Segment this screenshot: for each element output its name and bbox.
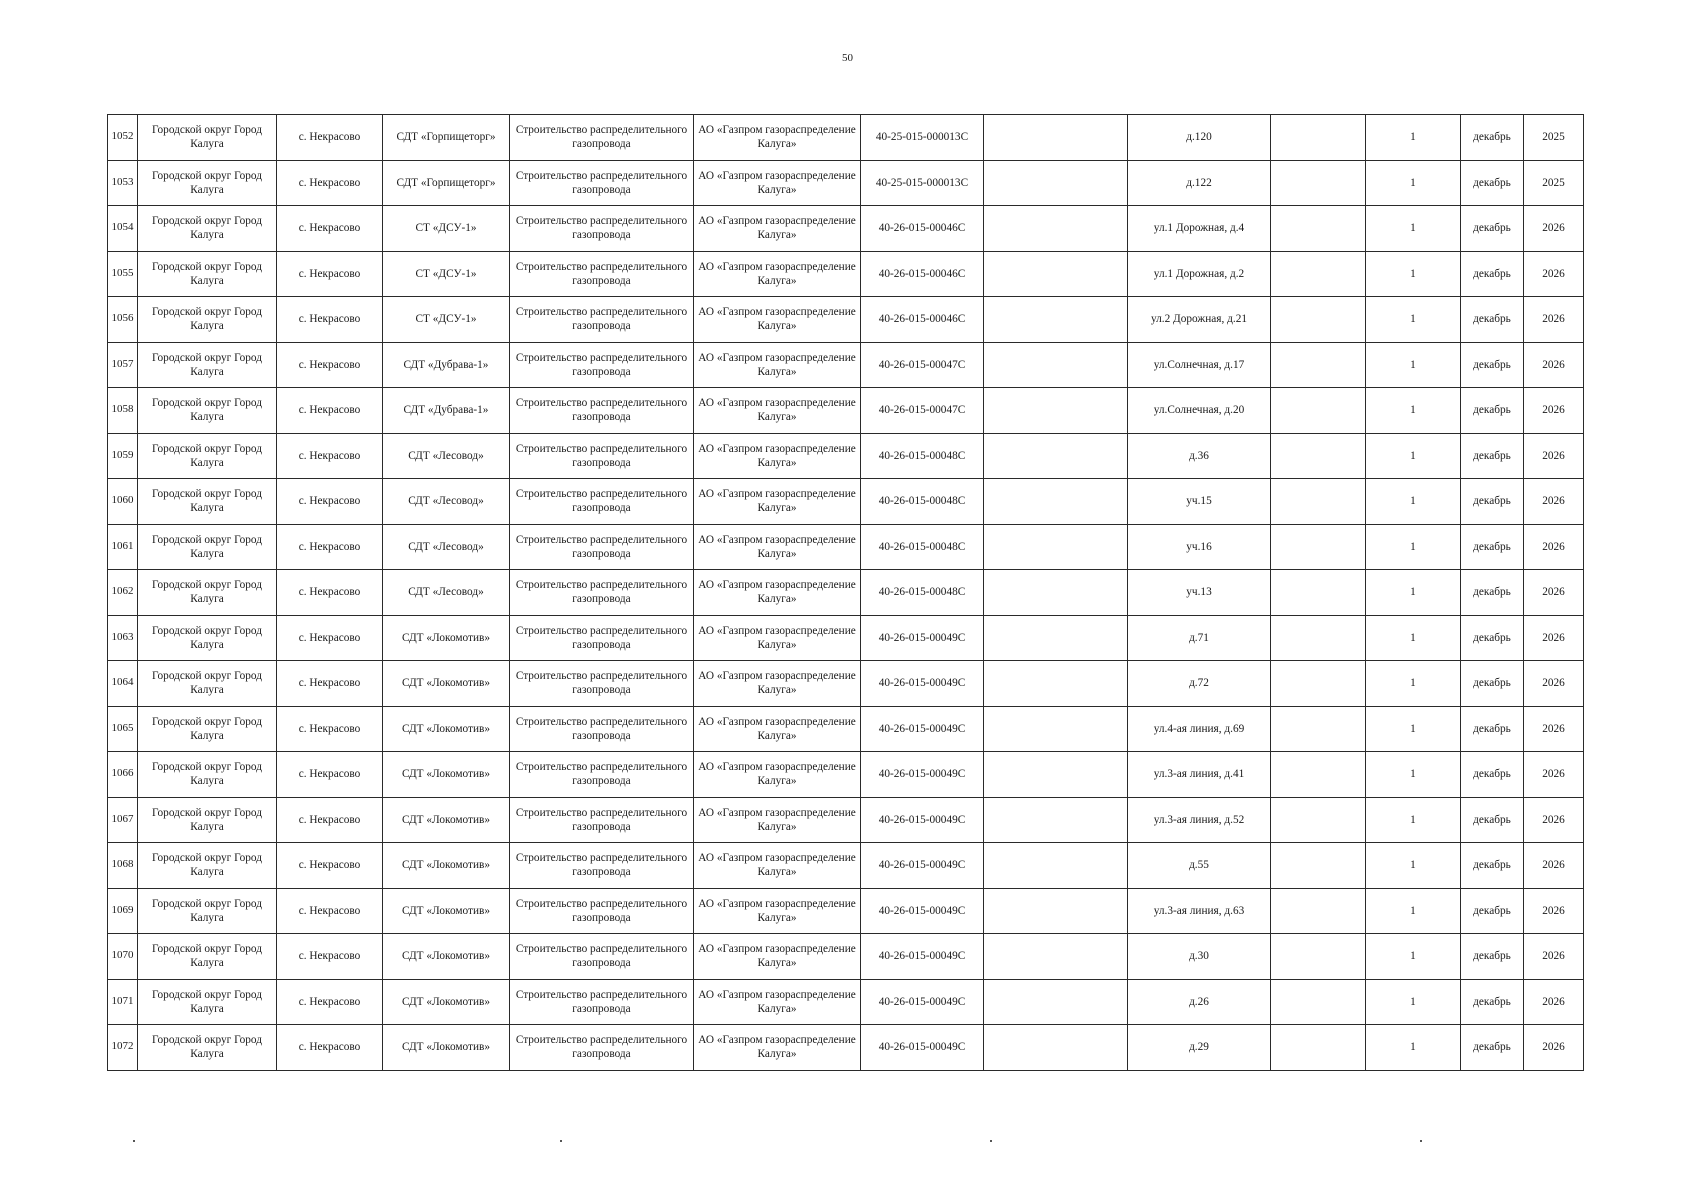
- cell-work-type: Строительство распределительного газопровода: [510, 524, 694, 570]
- cell-empty-col: [984, 479, 1128, 525]
- table-row: [108, 706, 1584, 752]
- cell-program-code: 40-25-015-000013С: [861, 160, 984, 206]
- cell-empty-col-2: [1271, 206, 1366, 252]
- cell-program-code: 40-26-015-00049С: [861, 888, 984, 934]
- cell-row-number: 1053: [108, 160, 138, 206]
- cell-work-type: Строительство распределительного газопровода: [510, 479, 694, 525]
- cell-program-code: 40-26-015-00047С: [861, 342, 984, 388]
- cell-settlement: с. Некрасово: [277, 1025, 383, 1071]
- cell-program-code: 40-26-015-00049С: [861, 1025, 984, 1071]
- cell-municipality: Городской округ Город Калуга: [138, 251, 277, 297]
- cell-empty-col: [984, 206, 1128, 252]
- cell-program-code: 40-26-015-00047С: [861, 388, 984, 434]
- table-body: [108, 115, 1584, 1071]
- cell-year: 2026: [1524, 433, 1584, 479]
- cell-municipality: Городской округ Город Калуга: [138, 297, 277, 343]
- cell-address: уч.16: [1128, 524, 1271, 570]
- cell-month: декабрь: [1461, 115, 1524, 161]
- cell-quantity: 1: [1366, 1025, 1461, 1071]
- cell-work-type: Строительство распределительного газопровода: [510, 115, 694, 161]
- cell-empty-col: [984, 752, 1128, 798]
- cell-work-type: Строительство распределительного газопровода: [510, 342, 694, 388]
- cell-row-number: 1061: [108, 524, 138, 570]
- cell-settlement: с. Некрасово: [277, 752, 383, 798]
- cell-row-number: 1054: [108, 206, 138, 252]
- cell-municipality: Городской округ Город Калуга: [138, 1025, 277, 1071]
- cell-month: декабрь: [1461, 888, 1524, 934]
- cell-year: 2025: [1524, 160, 1584, 206]
- cell-work-type: Строительство распределительного газопровода: [510, 433, 694, 479]
- cell-program-code: 40-26-015-00049С: [861, 843, 984, 889]
- cell-settlement: с. Некрасово: [277, 297, 383, 343]
- cell-program-code: 40-26-015-00048С: [861, 570, 984, 616]
- cell-quantity: 1: [1366, 570, 1461, 616]
- cell-empty-col: [984, 888, 1128, 934]
- cell-work-type: Строительство распределительного газопровода: [510, 251, 694, 297]
- cell-settlement: с. Некрасово: [277, 979, 383, 1025]
- cell-empty-col: [984, 433, 1128, 479]
- cell-empty-col-2: [1271, 1025, 1366, 1071]
- cell-snt-name: СДТ «Локомотив»: [383, 797, 510, 843]
- table-row: [108, 115, 1584, 161]
- cell-work-type: Строительство распределительного газопровода: [510, 206, 694, 252]
- cell-year: 2026: [1524, 797, 1584, 843]
- cell-program-code: 40-26-015-00049С: [861, 979, 984, 1025]
- cell-row-number: 1060: [108, 479, 138, 525]
- cell-empty-col-2: [1271, 661, 1366, 707]
- table-row: [108, 888, 1584, 934]
- cell-organization: АО «Газпром газораспределение Калуга»: [694, 251, 861, 297]
- cell-work-type: Строительство распределительного газопровода: [510, 706, 694, 752]
- cell-month: декабрь: [1461, 524, 1524, 570]
- cell-work-type: Строительство распределительного газопровода: [510, 388, 694, 434]
- cell-empty-col: [984, 615, 1128, 661]
- cell-row-number: 1070: [108, 934, 138, 980]
- cell-work-type: Строительство распределительного газопровода: [510, 615, 694, 661]
- cell-snt-name: СДТ «Лесовод»: [383, 479, 510, 525]
- cell-municipality: Городской округ Город Калуга: [138, 479, 277, 525]
- cell-empty-col-2: [1271, 524, 1366, 570]
- cell-municipality: Городской округ Город Калуга: [138, 706, 277, 752]
- cell-address: ул.1 Дорожная, д.4: [1128, 206, 1271, 252]
- cell-row-number: 1058: [108, 388, 138, 434]
- cell-organization: АО «Газпром газораспределение Калуга»: [694, 706, 861, 752]
- cell-address: д.26: [1128, 979, 1271, 1025]
- cell-empty-col: [984, 706, 1128, 752]
- cell-municipality: Городской округ Город Калуга: [138, 934, 277, 980]
- cell-year: 2026: [1524, 888, 1584, 934]
- cell-snt-name: СДТ «Локомотив»: [383, 752, 510, 798]
- cell-address: д.55: [1128, 843, 1271, 889]
- cell-empty-col-2: [1271, 115, 1366, 161]
- cell-address: ул.Солнечная, д.17: [1128, 342, 1271, 388]
- cell-address: уч.15: [1128, 479, 1271, 525]
- cell-month: декабрь: [1461, 479, 1524, 525]
- cell-empty-col-2: [1271, 570, 1366, 616]
- table-row: [108, 251, 1584, 297]
- cell-quantity: 1: [1366, 479, 1461, 525]
- cell-municipality: Городской округ Город Калуга: [138, 433, 277, 479]
- cell-settlement: с. Некрасово: [277, 843, 383, 889]
- cell-month: декабрь: [1461, 615, 1524, 661]
- cell-snt-name: СДТ «Дубрава-1»: [383, 388, 510, 434]
- cell-year: 2026: [1524, 661, 1584, 707]
- scan-marks: [0, 1140, 1695, 1146]
- cell-work-type: Строительство распределительного газопровода: [510, 297, 694, 343]
- table-row: [108, 206, 1584, 252]
- cell-settlement: с. Некрасово: [277, 797, 383, 843]
- cell-year: 2026: [1524, 979, 1584, 1025]
- cell-settlement: с. Некрасово: [277, 342, 383, 388]
- cell-row-number: 1067: [108, 797, 138, 843]
- cell-month: декабрь: [1461, 433, 1524, 479]
- table-row: [108, 479, 1584, 525]
- cell-organization: АО «Газпром газораспределение Калуга»: [694, 843, 861, 889]
- cell-municipality: Городской округ Город Калуга: [138, 160, 277, 206]
- cell-address: д.120: [1128, 115, 1271, 161]
- cell-empty-col-2: [1271, 160, 1366, 206]
- cell-program-code: 40-26-015-00046С: [861, 206, 984, 252]
- cell-row-number: 1055: [108, 251, 138, 297]
- cell-snt-name: СДТ «Дубрава-1»: [383, 342, 510, 388]
- cell-empty-col: [984, 388, 1128, 434]
- cell-municipality: Городской округ Город Калуга: [138, 206, 277, 252]
- cell-organization: АО «Газпром газораспределение Калуга»: [694, 934, 861, 980]
- cell-quantity: 1: [1366, 888, 1461, 934]
- cell-settlement: с. Некрасово: [277, 706, 383, 752]
- cell-organization: АО «Газпром газораспределение Калуга»: [694, 388, 861, 434]
- cell-address: д.29: [1128, 1025, 1271, 1071]
- cell-program-code: 40-26-015-00048С: [861, 524, 984, 570]
- cell-snt-name: СДТ «Локомотив»: [383, 843, 510, 889]
- cell-organization: АО «Газпром газораспределение Калуга»: [694, 888, 861, 934]
- cell-settlement: с. Некрасово: [277, 570, 383, 616]
- cell-month: декабрь: [1461, 979, 1524, 1025]
- cell-work-type: Строительство распределительного газопровода: [510, 843, 694, 889]
- cell-snt-name: СДТ «Локомотив»: [383, 661, 510, 707]
- table-row: [108, 524, 1584, 570]
- cell-snt-name: СТ «ДСУ-1»: [383, 206, 510, 252]
- cell-municipality: Городской округ Город Калуга: [138, 843, 277, 889]
- cell-snt-name: СДТ «Локомотив»: [383, 888, 510, 934]
- cell-year: 2026: [1524, 752, 1584, 798]
- cell-year: 2026: [1524, 524, 1584, 570]
- cell-snt-name: СДТ «Локомотив»: [383, 979, 510, 1025]
- table-row: [108, 797, 1584, 843]
- cell-address: ул.3-ая линия, д.52: [1128, 797, 1271, 843]
- cell-year: 2026: [1524, 1025, 1584, 1071]
- cell-program-code: 40-26-015-00049С: [861, 661, 984, 707]
- cell-empty-col-2: [1271, 979, 1366, 1025]
- table-row: [108, 661, 1584, 707]
- cell-year: 2026: [1524, 297, 1584, 343]
- cell-empty-col: [984, 979, 1128, 1025]
- cell-row-number: 1052: [108, 115, 138, 161]
- cell-row-number: 1056: [108, 297, 138, 343]
- cell-quantity: 1: [1366, 843, 1461, 889]
- cell-year: 2026: [1524, 206, 1584, 252]
- cell-address: д.72: [1128, 661, 1271, 707]
- cell-organization: АО «Газпром газораспределение Калуга»: [694, 797, 861, 843]
- cell-empty-col-2: [1271, 297, 1366, 343]
- cell-address: ул.3-ая линия, д.41: [1128, 752, 1271, 798]
- cell-settlement: с. Некрасово: [277, 251, 383, 297]
- cell-empty-col: [984, 115, 1128, 161]
- cell-program-code: 40-26-015-00046С: [861, 297, 984, 343]
- cell-empty-col-2: [1271, 797, 1366, 843]
- cell-quantity: 1: [1366, 979, 1461, 1025]
- cell-month: декабрь: [1461, 342, 1524, 388]
- cell-row-number: 1072: [108, 1025, 138, 1071]
- cell-year: 2026: [1524, 479, 1584, 525]
- cell-municipality: Городской округ Город Калуга: [138, 570, 277, 616]
- cell-empty-col: [984, 297, 1128, 343]
- page-number: 50: [842, 52, 853, 64]
- cell-settlement: с. Некрасово: [277, 888, 383, 934]
- cell-municipality: Городской округ Город Калуга: [138, 661, 277, 707]
- cell-organization: АО «Газпром газораспределение Калуга»: [694, 433, 861, 479]
- cell-municipality: Городской округ Город Калуга: [138, 752, 277, 798]
- cell-settlement: с. Некрасово: [277, 479, 383, 525]
- cell-organization: АО «Газпром газораспределение Калуга»: [694, 1025, 861, 1071]
- cell-month: декабрь: [1461, 251, 1524, 297]
- cell-quantity: 1: [1366, 206, 1461, 252]
- cell-program-code: 40-26-015-00049С: [861, 797, 984, 843]
- cell-empty-col: [984, 1025, 1128, 1071]
- cell-month: декабрь: [1461, 752, 1524, 798]
- cell-year: 2026: [1524, 843, 1584, 889]
- cell-year: 2026: [1524, 615, 1584, 661]
- cell-year: 2026: [1524, 388, 1584, 434]
- cell-program-code: 40-26-015-00049С: [861, 706, 984, 752]
- cell-organization: АО «Газпром газораспределение Калуга»: [694, 479, 861, 525]
- cell-address: д.30: [1128, 934, 1271, 980]
- cell-empty-col: [984, 934, 1128, 980]
- cell-month: декабрь: [1461, 160, 1524, 206]
- cell-program-code: 40-26-015-00049С: [861, 752, 984, 798]
- cell-snt-name: СДТ «Лесовод»: [383, 524, 510, 570]
- table-row: [108, 752, 1584, 798]
- cell-work-type: Строительство распределительного газопровода: [510, 934, 694, 980]
- cell-empty-col: [984, 797, 1128, 843]
- cell-work-type: Строительство распределительного газопровода: [510, 570, 694, 616]
- cell-work-type: Строительство распределительного газопровода: [510, 797, 694, 843]
- cell-settlement: с. Некрасово: [277, 160, 383, 206]
- cell-program-code: 40-26-015-00046С: [861, 251, 984, 297]
- cell-empty-col-2: [1271, 752, 1366, 798]
- cell-year: 2026: [1524, 934, 1584, 980]
- cell-year: 2026: [1524, 570, 1584, 616]
- cell-organization: АО «Газпром газораспределение Калуга»: [694, 524, 861, 570]
- cell-municipality: Городской округ Город Калуга: [138, 979, 277, 1025]
- cell-quantity: 1: [1366, 433, 1461, 479]
- cell-quantity: 1: [1366, 661, 1461, 707]
- cell-settlement: с. Некрасово: [277, 388, 383, 434]
- cell-empty-col: [984, 160, 1128, 206]
- cell-empty-col: [984, 843, 1128, 889]
- cell-snt-name: СТ «ДСУ-1»: [383, 251, 510, 297]
- cell-work-type: Строительство распределительного газопровода: [510, 888, 694, 934]
- cell-year: 2025: [1524, 115, 1584, 161]
- cell-settlement: с. Некрасово: [277, 433, 383, 479]
- cell-quantity: 1: [1366, 160, 1461, 206]
- cell-quantity: 1: [1366, 388, 1461, 434]
- cell-row-number: 1065: [108, 706, 138, 752]
- table-row: [108, 934, 1584, 980]
- cell-address: ул.3-ая линия, д.63: [1128, 888, 1271, 934]
- cell-work-type: Строительство распределительного газопровода: [510, 752, 694, 798]
- cell-month: декабрь: [1461, 706, 1524, 752]
- cell-municipality: Городской округ Город Калуга: [138, 524, 277, 570]
- cell-organization: АО «Газпром газораспределение Калуга»: [694, 752, 861, 798]
- cell-organization: АО «Газпром газораспределение Калуга»: [694, 979, 861, 1025]
- cell-settlement: с. Некрасово: [277, 206, 383, 252]
- cell-empty-col-2: [1271, 888, 1366, 934]
- cell-row-number: 1071: [108, 979, 138, 1025]
- cell-year: 2026: [1524, 251, 1584, 297]
- cell-quantity: 1: [1366, 342, 1461, 388]
- cell-organization: АО «Газпром газораспределение Калуга»: [694, 115, 861, 161]
- cell-empty-col-2: [1271, 479, 1366, 525]
- cell-snt-name: СДТ «Локомотив»: [383, 1025, 510, 1071]
- cell-empty-col-2: [1271, 934, 1366, 980]
- cell-address: д.71: [1128, 615, 1271, 661]
- cell-organization: АО «Газпром газораспределение Калуга»: [694, 615, 861, 661]
- cell-work-type: Строительство распределительного газопровода: [510, 979, 694, 1025]
- cell-municipality: Городской округ Город Калуга: [138, 797, 277, 843]
- cell-address: ул.1 Дорожная, д.2: [1128, 251, 1271, 297]
- cell-year: 2026: [1524, 342, 1584, 388]
- cell-work-type: Строительство распределительного газопровода: [510, 661, 694, 707]
- cell-month: декабрь: [1461, 661, 1524, 707]
- cell-month: декабрь: [1461, 934, 1524, 980]
- cell-snt-name: СДТ «Горпищеторг»: [383, 115, 510, 161]
- cell-municipality: Городской округ Город Калуга: [138, 615, 277, 661]
- cell-row-number: 1063: [108, 615, 138, 661]
- cell-empty-col-2: [1271, 843, 1366, 889]
- cell-quantity: 1: [1366, 297, 1461, 343]
- cell-snt-name: СДТ «Горпищеторг»: [383, 160, 510, 206]
- cell-quantity: 1: [1366, 115, 1461, 161]
- cell-empty-col: [984, 570, 1128, 616]
- cell-empty-col: [984, 661, 1128, 707]
- cell-organization: АО «Газпром газораспределение Калуга»: [694, 206, 861, 252]
- table-row: [108, 342, 1584, 388]
- cell-empty-col-2: [1271, 433, 1366, 479]
- cell-program-code: 40-26-015-00049С: [861, 934, 984, 980]
- cell-quantity: 1: [1366, 934, 1461, 980]
- cell-snt-name: СТ «ДСУ-1»: [383, 297, 510, 343]
- cell-organization: АО «Газпром газораспределение Калуга»: [694, 661, 861, 707]
- cell-snt-name: СДТ «Локомотив»: [383, 615, 510, 661]
- table-row: [108, 979, 1584, 1025]
- cell-quantity: 1: [1366, 615, 1461, 661]
- cell-address: д.36: [1128, 433, 1271, 479]
- cell-municipality: Городской округ Город Калуга: [138, 388, 277, 434]
- cell-work-type: Строительство распределительного газопровода: [510, 160, 694, 206]
- cell-month: декабрь: [1461, 388, 1524, 434]
- cell-row-number: 1068: [108, 843, 138, 889]
- cell-program-code: 40-25-015-000013С: [861, 115, 984, 161]
- cell-row-number: 1062: [108, 570, 138, 616]
- cell-snt-name: СДТ «Лесовод»: [383, 570, 510, 616]
- cell-row-number: 1064: [108, 661, 138, 707]
- cell-quantity: 1: [1366, 752, 1461, 798]
- cell-work-type: Строительство распределительного газопровода: [510, 1025, 694, 1071]
- cell-address: уч.13: [1128, 570, 1271, 616]
- cell-organization: АО «Газпром газораспределение Калуга»: [694, 342, 861, 388]
- cell-row-number: 1069: [108, 888, 138, 934]
- cell-settlement: с. Некрасово: [277, 524, 383, 570]
- cell-address: ул.2 Дорожная, д.21: [1128, 297, 1271, 343]
- cell-address: ул.Солнечная, д.20: [1128, 388, 1271, 434]
- cell-settlement: с. Некрасово: [277, 661, 383, 707]
- cell-quantity: 1: [1366, 797, 1461, 843]
- cell-snt-name: СДТ «Лесовод»: [383, 433, 510, 479]
- cell-year: 2026: [1524, 706, 1584, 752]
- cell-row-number: 1057: [108, 342, 138, 388]
- cell-month: декабрь: [1461, 1025, 1524, 1071]
- cell-month: декабрь: [1461, 570, 1524, 616]
- cell-address: ул.4-ая линия, д.69: [1128, 706, 1271, 752]
- cell-quantity: 1: [1366, 524, 1461, 570]
- cell-row-number: 1059: [108, 433, 138, 479]
- cell-municipality: Городской округ Город Калуга: [138, 115, 277, 161]
- cell-empty-col-2: [1271, 615, 1366, 661]
- cell-address: д.122: [1128, 160, 1271, 206]
- cell-municipality: Городской округ Город Калуга: [138, 342, 277, 388]
- cell-snt-name: СДТ «Локомотив»: [383, 706, 510, 752]
- cell-organization: АО «Газпром газораспределение Калуга»: [694, 570, 861, 616]
- cell-quantity: 1: [1366, 706, 1461, 752]
- table-row: [108, 1025, 1584, 1071]
- cell-program-code: 40-26-015-00048С: [861, 433, 984, 479]
- cell-settlement: с. Некрасово: [277, 934, 383, 980]
- cell-empty-col-2: [1271, 388, 1366, 434]
- table-row: [108, 433, 1584, 479]
- cell-empty-col: [984, 342, 1128, 388]
- cell-month: декабрь: [1461, 797, 1524, 843]
- table-row: [108, 160, 1584, 206]
- table-row: [108, 297, 1584, 343]
- cell-program-code: 40-26-015-00048С: [861, 479, 984, 525]
- cell-settlement: с. Некрасово: [277, 115, 383, 161]
- cell-organization: АО «Газпром газораспределение Калуга»: [694, 160, 861, 206]
- cell-month: декабрь: [1461, 843, 1524, 889]
- cell-snt-name: СДТ «Локомотив»: [383, 934, 510, 980]
- cell-settlement: с. Некрасово: [277, 615, 383, 661]
- cell-empty-col: [984, 524, 1128, 570]
- cell-empty-col: [984, 251, 1128, 297]
- table-row: [108, 615, 1584, 661]
- cell-month: декабрь: [1461, 297, 1524, 343]
- cell-quantity: 1: [1366, 251, 1461, 297]
- cell-month: декабрь: [1461, 206, 1524, 252]
- table-row: [108, 570, 1584, 616]
- cell-empty-col-2: [1271, 251, 1366, 297]
- cell-organization: АО «Газпром газораспределение Калуга»: [694, 297, 861, 343]
- table-row: [108, 388, 1584, 434]
- gasification-table: [107, 114, 1584, 1071]
- cell-row-number: 1066: [108, 752, 138, 798]
- table-row: [108, 843, 1584, 889]
- cell-municipality: Городской округ Город Калуга: [138, 888, 277, 934]
- cell-program-code: 40-26-015-00049С: [861, 615, 984, 661]
- cell-empty-col-2: [1271, 706, 1366, 752]
- cell-empty-col-2: [1271, 342, 1366, 388]
